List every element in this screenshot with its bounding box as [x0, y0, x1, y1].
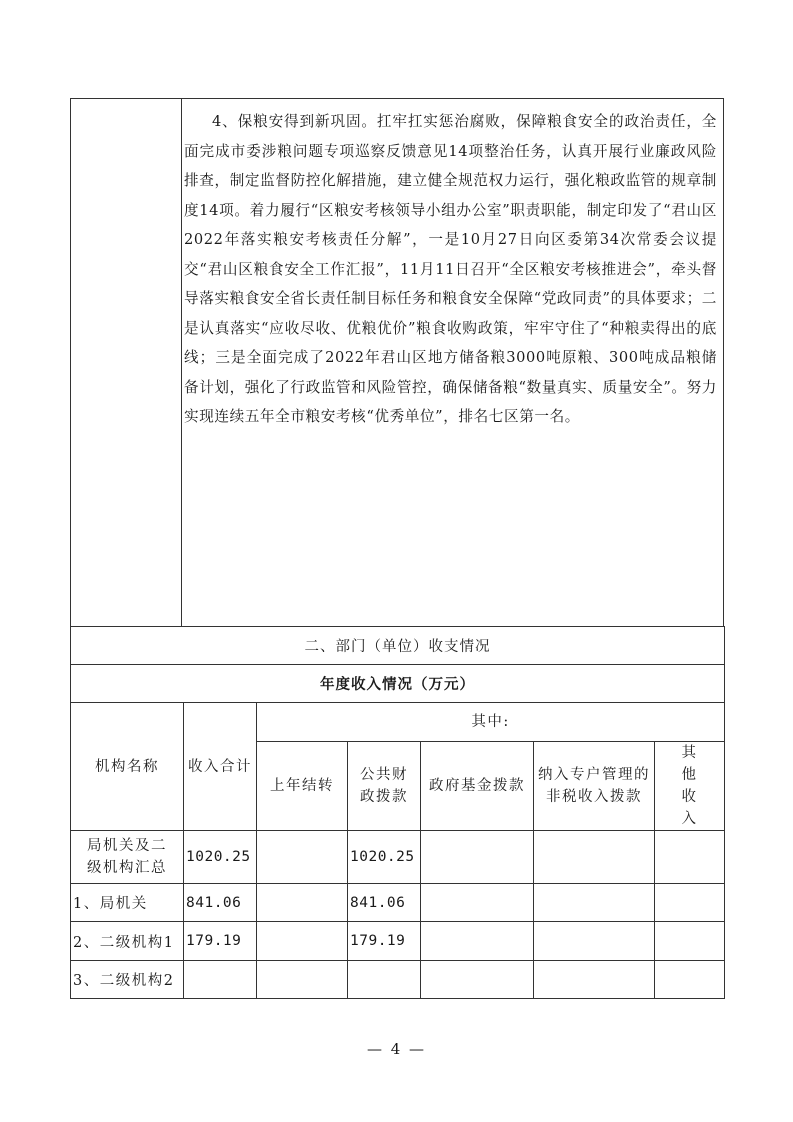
row-carryover — [257, 831, 348, 884]
header-other: 其他收入 — [655, 742, 725, 831]
row-total: 1020.25 — [184, 831, 257, 884]
row-non-tax — [534, 922, 655, 961]
header-public-finance: 公共财政拨款 — [348, 742, 421, 831]
row-total: 179.19 — [184, 922, 257, 961]
row-gov-fund — [421, 922, 534, 961]
column-divider — [181, 99, 182, 626]
work-summary-cell — [70, 98, 724, 626]
row-name: 3、二级机构2 — [71, 961, 184, 999]
row-other — [655, 922, 725, 961]
table-row — [71, 922, 725, 961]
header-org-name: 机构名称 — [71, 703, 184, 831]
table-row — [71, 961, 725, 999]
row-other — [655, 961, 725, 999]
page-number: — 4 — — [366, 1040, 427, 1058]
row-gov-fund — [421, 884, 534, 922]
row-total: 841.06 — [184, 884, 257, 922]
row-other — [655, 831, 725, 884]
row-name: 2、二级机构1 — [71, 922, 184, 961]
row-carryover — [257, 884, 348, 922]
header-total: 收入合计 — [184, 703, 257, 831]
row-non-tax — [534, 884, 655, 922]
row-gov-fund — [421, 831, 534, 884]
row-carryover — [257, 922, 348, 961]
row-non-tax — [534, 831, 655, 884]
row-public-finance: 1020.25 — [348, 831, 421, 884]
table-row — [71, 831, 725, 884]
row-non-tax — [534, 961, 655, 999]
row-gov-fund — [421, 961, 534, 999]
header-non-tax: 纳入专户管理的非税收入拨款 — [534, 742, 655, 831]
row-public-finance — [348, 961, 421, 999]
paragraph-text: 4、保粮安得到新巩固。扛牢扛实惩治腐败，保障粮食安全的政治责任，全面完成市委涉粮问题专项巡察反馈意见14项整治任务，认真开展行业廉政风险排查，制定监督防控化解措施，建立健全规范权力运行，强化粮政监管的规章制度14项。着力履行“区粮安考核领导小组办公室”职责职能，制定印发了“君山区2022年落实粮安考核责任分解”，一是10月27日向区委第34次常委会议提交“君山区粮食安全工作汇报”，11月11日召开“全区粮安考核推进会”，牵头督导落实粮食安全省长责任制目标任务和粮食安全保障“党政同责”的具体要求；二是认真落实“应收尽收、优粮优价”粮食收购政策，牢牢守住了“种粮卖得出的底线；三是全面完成了2022年君山区地方储备粮3000吨原粮、300吨成品粮储备计划，强化了行政监管和风险管控，确保储备粮“数量真实、质量安全”。努力实现连续五年全市粮安考核“优秀单位”，排名七区第一名。 — [184, 113, 717, 425]
table-row — [71, 884, 725, 922]
header-carryover: 上年结转 — [257, 742, 348, 831]
row-name: 1、局机关 — [71, 884, 184, 922]
row-carryover — [257, 961, 348, 999]
header-gov-fund: 政府基金拨款 — [421, 742, 534, 831]
section-heading: 二、部门（单位）收支情况 — [71, 627, 725, 665]
table-title: 年度收入情况（万元） — [71, 665, 725, 703]
row-public-finance: 841.06 — [348, 884, 421, 922]
work-summary-paragraph — [184, 107, 717, 432]
row-name: 局机关及二级机构汇总 — [71, 831, 184, 884]
row-public-finance: 179.19 — [348, 922, 421, 961]
income-table — [70, 626, 725, 999]
row-total — [184, 961, 257, 999]
row-other — [655, 884, 725, 922]
header-of-which: 其中: — [257, 703, 725, 742]
